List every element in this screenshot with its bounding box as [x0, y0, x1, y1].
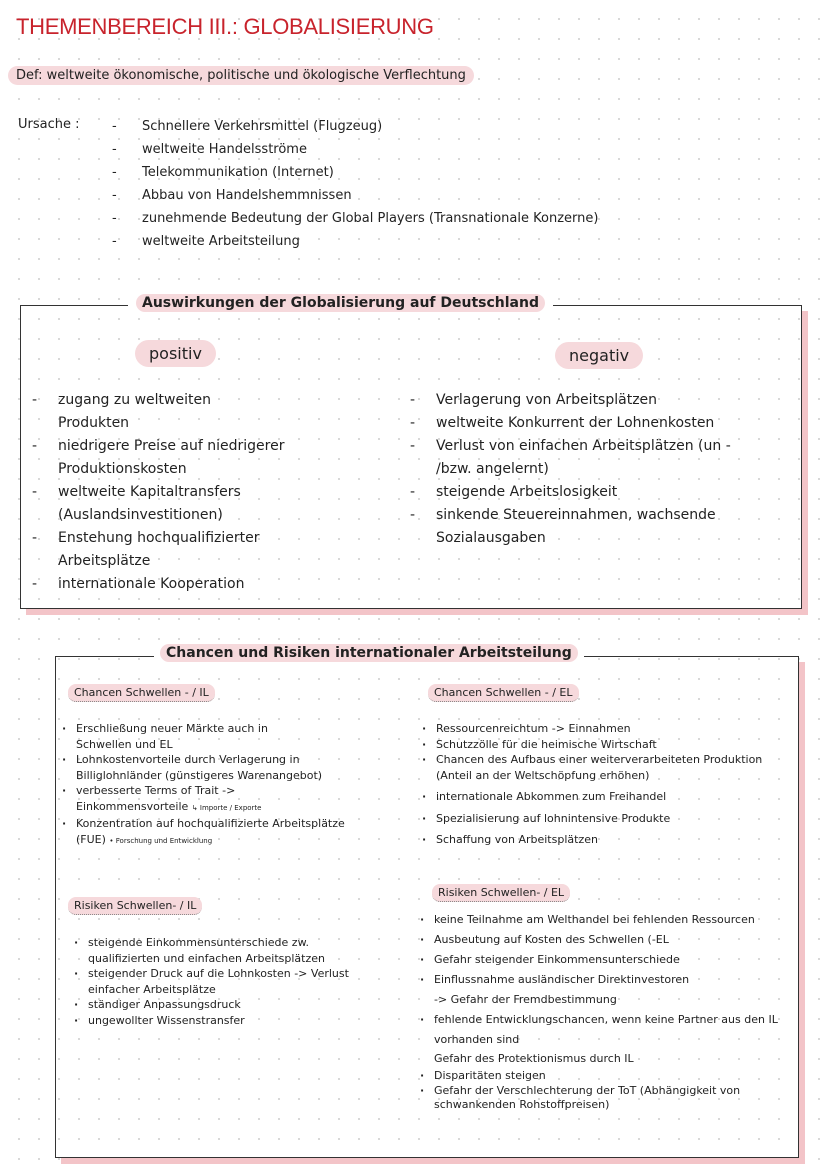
list-item: · Schaffung von Arbeitsplätzen — [420, 832, 790, 848]
ursache-label: Ursache : — [18, 117, 80, 132]
risiken-el-list — [418, 910, 790, 1112]
list-item: -> Gefahr der Fremdbestimmung — [434, 993, 617, 1006]
positiv-label: positiv — [135, 340, 216, 367]
list-item: · Ausbeutung auf Kosten des Schwellen (-EL — [418, 930, 790, 950]
ursache-list — [112, 115, 598, 253]
list-item — [60, 816, 346, 849]
list-item: · fehlende Entwicklungschancen, wenn keine Partner aus den IL vorhanden sind — [418, 1010, 790, 1050]
negativ-list — [410, 389, 790, 550]
auswirkungen-heading-text: Auswirkungen der Globalisierung auf Deutschland — [136, 294, 545, 312]
risiken-il-list — [72, 935, 372, 1028]
list-item: · Spezialisierung auf lohnintensive Produkte — [420, 811, 790, 827]
list-item: - Abbau von Handelshemmnissen — [112, 184, 598, 207]
list-item: · Gefahr steigender Einkommensunterschiede — [418, 950, 790, 970]
list-item: · Gefahr der Verschlechterung der ToT (Abhängigkeit von schwankenden Rohstoffpreisen) — [418, 1084, 790, 1112]
list-item: - weltweite Konkurrent der Lohnenkosten — [410, 412, 790, 435]
list-item: · keine Teilnahme am Welthandel bei fehlenden Ressourcen — [418, 910, 790, 930]
list-item: · steigende Einkommensunterschiede zw. qualifizierten und einfachen Arbeitsplätzen — [72, 935, 378, 966]
list-item: - weltweite Arbeitsteilung — [112, 230, 598, 253]
fue-text: Konzentration auf hochqualifizierte Arbeitsplätze (FUE) — [76, 817, 345, 846]
risiken-il-label: Risiken Schwellen- / IL — [68, 897, 202, 915]
terms-note: ↳ Importe / Exporte — [191, 803, 262, 812]
list-item: - Verlagerung von Arbeitsplätzen — [410, 389, 790, 412]
list-item: · Chancen des Aufbaus einer weiterverarbeiteten Produktion (Anteil an der Weltschöpfung erhöhen) — [420, 752, 790, 783]
definition — [8, 68, 474, 83]
negativ-label: negativ — [555, 342, 643, 369]
fue-note: • Forschung und Entwicklung — [109, 836, 213, 845]
chancen-il-list — [60, 721, 345, 849]
chancen-el-label: Chancen Schwellen - / EL — [428, 684, 579, 702]
list-item: - Verlust von einfachen Arbeitsplätzen (un - /bzw. angelernt) — [410, 435, 766, 481]
terms-of-trade-text: verbesserte Terms of Trait -> Einkommensvorteile — [76, 784, 236, 813]
list-item: - internationale Kooperation — [32, 573, 372, 596]
list-item: · ungewollter Wissenstransfer — [72, 1013, 372, 1029]
auswirkungen-heading — [128, 295, 553, 311]
list-item: - sinkende Steuereinnahmen, wachsende Sozialausgaben — [410, 504, 806, 550]
list-item: · Einflussnahme ausländischer Direktinvestoren — [418, 970, 790, 990]
list-item: · Disparitäten steigen — [418, 1068, 790, 1084]
list-item: - zugang zu weltweiten Produkten — [32, 389, 268, 435]
list-item: · Lohnkostenvorteile durch Verlagerung in Billiglohnländer (günstigeres Warenangebot) — [60, 752, 346, 783]
definition-text: Def: weltweite ökonomische, politische und ökologische Verflechtung — [8, 66, 474, 85]
list-item: - Schnellere Verkehrsmittel (Flugzeug) — [112, 115, 598, 138]
list-item: · Erschließung neuer Märkte auch in Schwellen und EL — [60, 721, 311, 752]
list-item: · steigender Druck auf die Lohnkosten -> Verlust einfacher Arbeitsplätze — [72, 966, 358, 997]
page-title: THEMENBEREICH III.: GLOBALISIERUNG — [16, 14, 434, 39]
list-item: - weltweite Kapitaltransfers (Auslandsinvestitionen) — [32, 481, 358, 527]
list-item: · ständiger Anpassungsdruck — [72, 997, 372, 1013]
list-item: · internationale Abkommen zum Freihandel — [420, 789, 790, 805]
chancen-el-list — [420, 721, 790, 848]
list-item: - steigende Arbeitslosigkeit — [410, 481, 790, 504]
chancen-il-label: Chancen Schwellen - / IL — [68, 684, 215, 702]
list-item: - Telekommunikation (Internet) — [112, 161, 598, 184]
list-item: - zunehmende Bedeutung der Global Players (Transnationale Konzerne) — [112, 207, 598, 230]
risiken-el-label: Risiken Schwellen- / EL — [432, 884, 570, 902]
list-item: - Enstehung hochqualifizierter Arbeitsplätze — [32, 527, 348, 573]
positiv-list — [32, 389, 372, 596]
list-item: - niedrigere Preise auf niedrigerer Produktionskosten — [32, 435, 368, 481]
list-item: Gefahr des Protektionismus durch IL — [434, 1052, 634, 1065]
chancen-risiken-heading-text: Chancen und Risiken internationaler Arbeitsteilung — [160, 644, 578, 662]
list-item: · Schutzzölle für die heimische Wirtschaft — [420, 737, 790, 753]
list-item — [60, 783, 316, 816]
list-item: - weltweite Handelsströme — [112, 138, 598, 161]
chancen-risiken-heading — [154, 645, 584, 661]
list-item: · Ressourcenreichtum -> Einnahmen — [420, 721, 790, 737]
